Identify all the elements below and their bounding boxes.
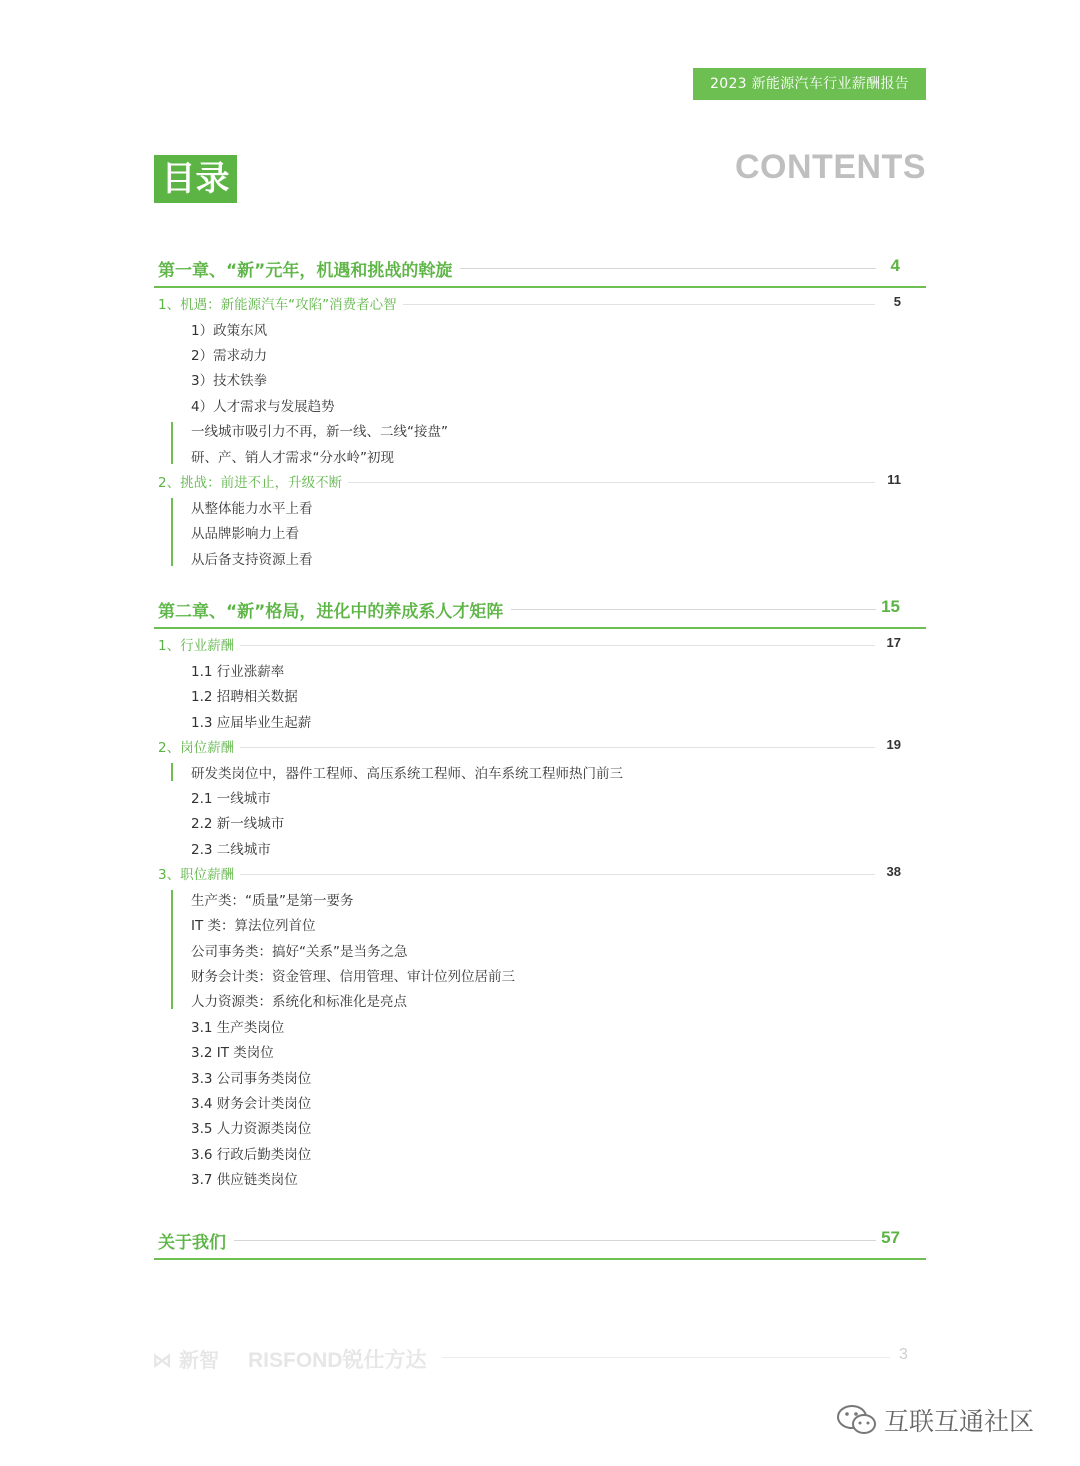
toc-item[interactable]: 2.2 新一线城市 bbox=[191, 816, 285, 832]
toc-item[interactable]: 1.3 应届毕业生起薪 bbox=[191, 715, 312, 731]
toc-item[interactable]: 一线城市吸引力不再，新一线、二线“接盘” bbox=[191, 424, 448, 440]
section-2-1-title: 1、行业薪酬 bbox=[158, 634, 240, 654]
watermark-text: 互联互通社区 bbox=[884, 1407, 1035, 1436]
page-number: 3 bbox=[899, 1346, 908, 1363]
toc-item[interactable]: 从品牌影响力上看 bbox=[191, 526, 299, 542]
section-2-2-title: 2、岗位薪酬 bbox=[158, 736, 240, 756]
toc-item[interactable]: 2.3 二线城市 bbox=[191, 842, 271, 858]
toc-item[interactable]: 3.5 人力资源类岗位 bbox=[191, 1121, 312, 1137]
toc-item[interactable]: 财务会计类：资金管理、信用管理、审计位列位居前三 bbox=[191, 969, 515, 985]
about-us-row[interactable] bbox=[154, 1224, 926, 1260]
chapter-2-page: 15 bbox=[881, 597, 900, 616]
chapter-1-page: 4 bbox=[890, 256, 900, 275]
toc-item[interactable]: 4）人才需求与发展趋势 bbox=[191, 399, 335, 415]
toc-item[interactable]: 研发类岗位中，器件工程师、高压系统工程师、泊车系统工程师热门前三 bbox=[191, 766, 623, 782]
dotted-leader bbox=[158, 747, 875, 748]
toc-item[interactable]: 2）需求动力 bbox=[191, 348, 268, 364]
toc-item[interactable]: 公司事务类：搞好“关系”是当务之急 bbox=[191, 944, 408, 960]
toc-item[interactable]: 3.7 供应链类岗位 bbox=[191, 1172, 298, 1188]
section-2-1-row[interactable] bbox=[158, 634, 903, 656]
section-2-3-row[interactable] bbox=[158, 863, 903, 885]
section-2-1-page: 17 bbox=[886, 635, 901, 650]
section-1-1-title: 1、机遇：新能源汽车“攻陷”消费者心智 bbox=[158, 293, 403, 313]
toc-item[interactable]: 1.2 招聘相关数据 bbox=[191, 689, 298, 705]
section-1-2-title: 2、挑战：前进不止，升级不断 bbox=[158, 471, 348, 491]
toc-item[interactable]: 3.6 行政后勤类岗位 bbox=[191, 1147, 312, 1163]
section-1-2-row[interactable] bbox=[158, 471, 903, 493]
green-accent-bar bbox=[171, 890, 173, 1009]
report-title-tag: 2023 新能源汽车行业薪酬报告 bbox=[693, 68, 926, 100]
toc-item[interactable]: 1.1 行业涨薪率 bbox=[191, 664, 285, 680]
toc-label: 目录 bbox=[154, 155, 237, 203]
chapter-1-title: 第一章、“新”元年，机遇和挑战的斡旋 bbox=[158, 256, 460, 281]
chapter-2-row[interactable] bbox=[154, 593, 926, 629]
dotted-leader bbox=[158, 1240, 876, 1241]
dotted-leader bbox=[158, 645, 875, 646]
toc-item[interactable]: 人力资源类：系统化和标准化是亮点 bbox=[191, 994, 407, 1010]
toc-item[interactable]: 从整体能力水平上看 bbox=[191, 501, 313, 517]
section-2-2-row[interactable] bbox=[158, 736, 903, 758]
section-1-1-row[interactable] bbox=[158, 293, 903, 315]
about-us-page: 57 bbox=[881, 1228, 900, 1247]
xinzhi-logo-text: 新智 bbox=[178, 1348, 219, 1372]
toc-item[interactable]: 生产类：“质量”是第一要务 bbox=[191, 893, 354, 909]
section-1-1-page: 5 bbox=[893, 294, 901, 309]
xinzhi-logo bbox=[152, 1344, 219, 1373]
toc-item[interactable]: 3.1 生产类岗位 bbox=[191, 1020, 285, 1036]
footer-divider bbox=[442, 1357, 890, 1358]
toc-item[interactable]: 2.1 一线城市 bbox=[191, 791, 271, 807]
dotted-leader bbox=[158, 874, 875, 875]
toc-item[interactable]: 3.4 财务会计类岗位 bbox=[191, 1096, 312, 1112]
toc-item[interactable]: IT 类：算法位列首位 bbox=[191, 918, 316, 934]
risfond-logo: RISFOND锐仕方达 bbox=[248, 1349, 427, 1372]
xinzhi-logo-mark: ⋈ bbox=[152, 1348, 172, 1372]
section-1-2-page: 11 bbox=[887, 472, 901, 487]
section-2-3-page: 38 bbox=[886, 864, 901, 879]
green-accent-bar bbox=[171, 498, 173, 566]
toc-item[interactable]: 从后备支持资源上看 bbox=[191, 552, 313, 568]
section-2-2-page: 19 bbox=[886, 737, 901, 752]
about-us-title: 关于我们 bbox=[158, 1228, 234, 1253]
toc-item[interactable]: 3.3 公司事务类岗位 bbox=[191, 1071, 312, 1087]
contents-heading: CONTENTS bbox=[735, 148, 926, 186]
toc-item[interactable]: 研、产、销人才需求“分水岭”初现 bbox=[191, 450, 394, 466]
green-accent-bar bbox=[171, 422, 173, 464]
green-accent-bar bbox=[171, 763, 173, 781]
toc-item[interactable]: 1）政策东风 bbox=[191, 323, 268, 339]
toc-item[interactable]: 3）技术铁拳 bbox=[191, 373, 268, 389]
chapter-2-title: 第二章、“新”格局，进化中的养成系人才矩阵 bbox=[158, 597, 511, 622]
chapter-1-row[interactable] bbox=[154, 252, 926, 288]
wechat-icon bbox=[836, 1403, 878, 1437]
toc-item[interactable]: 3.2 IT 类岗位 bbox=[191, 1045, 274, 1061]
section-2-3-title: 3、职位薪酬 bbox=[158, 863, 240, 883]
